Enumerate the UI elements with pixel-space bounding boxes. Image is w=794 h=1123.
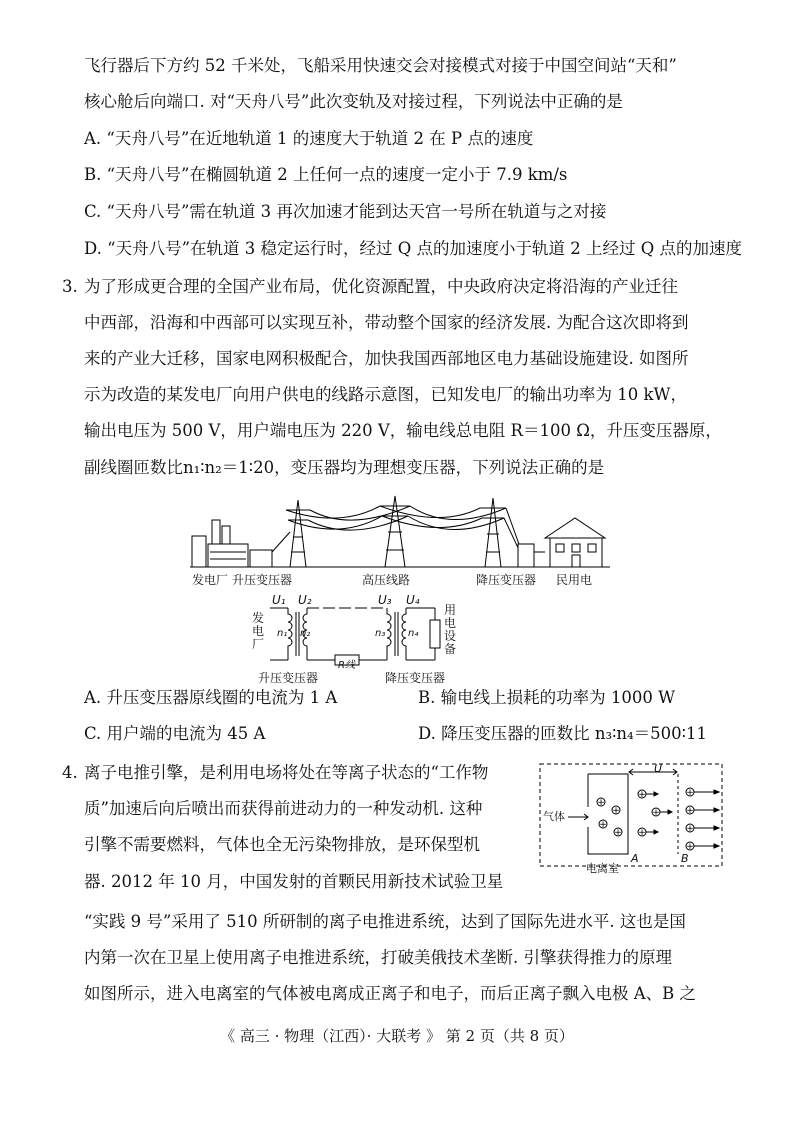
svg-text:+: +	[612, 806, 620, 816]
svg-text:+: +	[638, 828, 646, 838]
q3-line-3: 来的产业大迁移，国家电网积极配合，加快我国西部地区电力基础设施建设. 如图所	[84, 349, 689, 368]
q4-short-line-3: 引擎不需要燃料，气体也全无污染物排放，是环保型机	[84, 835, 480, 854]
label-n4: n₄	[408, 628, 419, 639]
svg-text:+: +	[597, 798, 605, 808]
q2-intro-line-2: 核心舱后向端口. 对“天舟八号”此次变轨及对接过程，下列说法中正确的是	[84, 92, 623, 111]
label-electrode-a: A	[631, 852, 639, 865]
q3-line-4: 示为改造的某发电厂向用户供电的线路示意图，已知发电厂的输出功率为 10 kW，	[84, 385, 687, 404]
q2-option-b: B. “天舟八号”在椭圆轨道 2 上任何一点的速度一定小于 7.9 km/s	[84, 165, 568, 184]
label-gas: 气体	[543, 810, 565, 823]
label-high-voltage-line: 高压线路	[362, 573, 411, 587]
label-circuit-step-up: 升压变压器	[258, 671, 319, 685]
label-plant-vertical: 发电厂	[252, 611, 265, 651]
q4-number: 4.	[62, 763, 78, 782]
svg-text:+: +	[686, 842, 694, 852]
q4-full-line-1: “实践 9 号”采用了 510 所研制的离子电推进系统，达到了国际先进水平. 这也是国	[84, 912, 686, 931]
power-line-illustration	[190, 492, 610, 572]
label-u4: U₄	[406, 593, 420, 607]
label-voltage-u: U	[654, 762, 663, 775]
svg-text:+: +	[652, 808, 660, 818]
label-n3: n₃	[375, 628, 386, 639]
label-circuit-step-down: 降压变压器	[385, 671, 446, 685]
q3-line-1: 为了形成更合理的全国产业布局，优化资源配置，中央政府决定将沿海的产业迁往	[84, 277, 678, 296]
q3-option-a: A. 升压变压器原线圈的电流为 1 A	[84, 688, 338, 707]
label-step-down-transformer: 降压变压器	[476, 573, 537, 587]
q2-option-d: D. “天舟八号”在轨道 3 稳定运行时，经过 Q 点的加速度小于轨道 2 上经过 Q 点的加速度	[84, 239, 743, 258]
label-resistor: R线	[338, 660, 355, 671]
q3-line-5: 输出电压为 500 V，用户端电压为 220 V，输电线总电阻 R＝100 Ω，升压变压器原，	[84, 421, 722, 440]
label-n1: n₁	[277, 628, 288, 639]
svg-text:+: +	[686, 788, 694, 798]
q3-line-6: 副线圈匝数比n₁∶n₂＝1∶20，变压器均为理想变压器，下列说法正确的是	[84, 458, 605, 477]
q2-intro-line-1: 飞行器后下方约 52 千米处，飞船采用快速交会对接模式对接于中国空间站“天和”	[84, 56, 677, 75]
q4-full-line-2: 内第一次在卫星上使用离子电推进系统，打破美俄技术垄断. 引擎获得推力的原理	[84, 948, 672, 967]
svg-text:+: +	[638, 790, 646, 800]
label-residential-power: 民用电	[556, 573, 593, 587]
label-device-vertical: 用电设备	[444, 603, 457, 656]
q2-option-c: C. “天舟八号”需在轨道 3 再次加速才能到达天宫一号所在轨道与之对接	[84, 202, 607, 221]
label-u1: U₁	[272, 593, 286, 607]
q4-short-line-4: 器. 2012 年 10 月，中国发射的首颗民用新技术试验卫星	[84, 872, 504, 891]
svg-text:+: +	[686, 824, 694, 834]
label-ionization-chamber: 电离室	[586, 862, 619, 875]
svg-text:+: +	[686, 806, 694, 816]
label-power-plant: 发电厂	[192, 573, 229, 587]
q4-short-line-2: 质”加速后向后喷出而获得前进动力的一种发动机. 这种	[84, 799, 483, 818]
label-u3: U₃	[378, 593, 392, 607]
q3-option-d: D. 降压变压器的匝数比 n₃∶n₄＝500∶11	[418, 724, 707, 743]
q4-short-line-1: 离子电推引擎，是利用电场将处在等离子状态的“工作物	[84, 763, 489, 782]
q4-full-line-3: 如图所示，进入电离室的气体被电离成正离子和电子，而后正离子飘入电极 A、B 之	[84, 984, 697, 1003]
q3-number: 3.	[62, 277, 78, 296]
label-u2: U₂	[298, 593, 312, 607]
q2-option-a: A. “天舟八号”在近地轨道 1 的速度大于轨道 2 在 P 点的速度	[84, 129, 534, 148]
label-electrode-b: B	[681, 852, 689, 865]
svg-text:+: +	[614, 828, 622, 838]
label-n2: n₂	[300, 628, 311, 639]
q3-option-c: C. 用户端的电流为 45 A	[84, 724, 266, 743]
q3-line-2: 中西部，沿海和中西部可以实现互补，带动整个国家的经济发展. 为配合这次即将到	[84, 313, 689, 332]
q3-option-b: B. 输电线上损耗的功率为 1000 W	[418, 688, 676, 707]
label-step-up-transformer: 升压变压器	[232, 573, 293, 587]
svg-text:+: +	[599, 820, 607, 830]
page-footer: 《 高三 · 物理（江西）· 大联考 》 第 2 页（共 8 页）	[220, 1027, 574, 1045]
